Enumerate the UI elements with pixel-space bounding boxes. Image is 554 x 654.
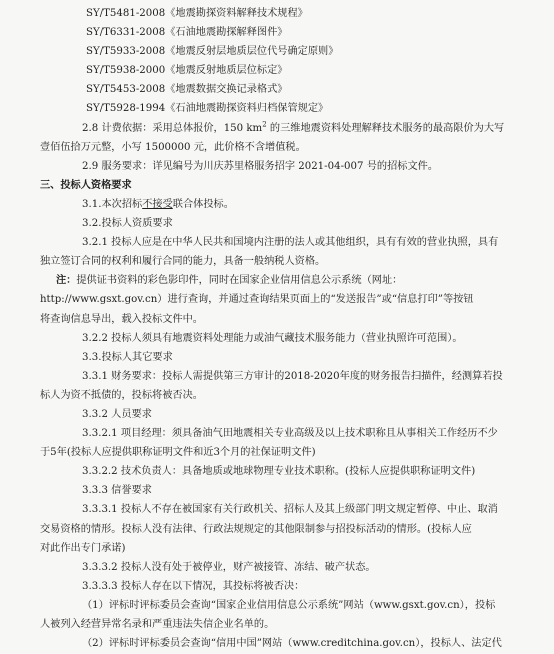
subsection-heading: 3.3.3 信誉要求 bbox=[82, 485, 152, 497]
standard-item: SY/T5453-2008《地震数据交换记录格式》 bbox=[86, 84, 288, 96]
credit-clause-cont: 对此作出专门承诺) bbox=[40, 542, 126, 554]
standard-item: SY/T5928-1994《石油地震勘探资料归档保管规定》 bbox=[86, 103, 329, 115]
note-paragraph-cont: 将查询信息导出，载入投标文件中。 bbox=[40, 313, 203, 325]
rejection-item: （1）评标时评标委员会查询“国家企业信用信息公示系统”网站（www.gsxt.gov.cn），投标 bbox=[82, 599, 496, 611]
note-paragraph-cont: http://www.gsxt.gov.cn）进行查询，并通过查询结果页面上的“发送报告”或“信息打印”等按钮 bbox=[40, 294, 474, 306]
standard-item: SY/T5933-2008《地震反射层地质层位代号确定原则》 bbox=[86, 46, 339, 58]
subsection-heading: 3.2.投标人资质要求 bbox=[82, 218, 173, 230]
subsection-heading: 3.3.2 人员要求 bbox=[82, 408, 152, 420]
standard-item: SY/T5481-2008《地震勘探资料解释技术规程》 bbox=[86, 8, 308, 19]
tech-lead-clause: 3.3.2.2 技术负责人：具备地质或地球物理专业技术职称。(投标人应提供职称证明文件) bbox=[82, 466, 476, 478]
pricing-basis: 2.8 计费依据：采用总体报价，150 $km^2$ 的三维地震资料处理解释技术服务的最高限价为大写 bbox=[82, 120, 505, 134]
standard-item: SY/T5938-2000《地震反射地质层位标定》 bbox=[86, 65, 288, 77]
qualification-clause-cont: 独立签订合同的权利和履行合同的能力，具备一般纳税人资格。 bbox=[40, 256, 326, 268]
project-manager-clause-cont: 于5年(投标人应提供职称证明文件和近3个月的社保证明文件) bbox=[40, 447, 316, 459]
subsection-heading: 3.3.投标人其它要求 bbox=[82, 351, 173, 363]
project-manager-clause: 3.3.2.1 项目经理：须具备油气田地震相关专业高级及以上技术职称且从事相关工作经历不少 bbox=[82, 428, 498, 440]
financial-clause: 3.3.1 财务要求：投标人需提供第三方审计的2018-2020年度的财务报告扫描件，经测算若投 bbox=[82, 370, 503, 382]
rejection-clause: 3.3.3.3 投标人存在以下情况，其投标将被否决： bbox=[82, 580, 305, 592]
section-heading: 三、投标人资格要求 bbox=[40, 178, 132, 191]
service-requirements: 2.9 服务要求：详见编号为川庆苏里格服务招字 2021-04-007 号的招标文件。 bbox=[82, 160, 439, 172]
credit-clause-cont: 交易资格的情形。投标人没有法律、行政法规规定的其他限制参与招投标活动的情形。(投标人应 bbox=[40, 523, 472, 535]
pricing-basis-cont: 壹佰伍拾万元整，小写 1500000 元，此价格不含增值税。 bbox=[40, 141, 306, 153]
rejection-item: （2）评标时评标委员会查询“信用中国”网站（www.creditchina.gov.cn），投标人、法定代 bbox=[82, 638, 502, 650]
capability-clause: 3.2.2 投标人须具有地震资料处理能力或油气藏技术服务能力（营业执照许可范围）。 bbox=[82, 332, 463, 344]
financial-clause-cont: 标人为资不抵债的，投标将被否决。 bbox=[40, 389, 203, 401]
status-clause: 3.3.3.2 投标人没有处于被停业，财产被接管、冻结、破产状态。 bbox=[82, 561, 376, 573]
rejection-item-cont: 人被列入经营异常名录和严重违法失信企业名单的。 bbox=[40, 619, 275, 630]
credit-clause: 3.3.3.1 投标人不存在被国家有关行政机关、招标人及其上级部门明文规定暂停、中止、取消 bbox=[82, 504, 498, 516]
standard-item: SY/T6331-2008《石油地震勘探解释图件》 bbox=[86, 27, 288, 39]
qualification-clause: 3.2.1 投标人应是在中华人民共和国境内注册的法人或其他组织，具有有效的营业执照，具有 bbox=[82, 237, 499, 249]
note-paragraph: 注：提供证书资料的彩色影印件，同时在国家企业信用信息公示系统（网址： bbox=[56, 274, 403, 287]
consortium-clause: 3.1.本次招标不接受联合体投标。 bbox=[82, 198, 234, 210]
